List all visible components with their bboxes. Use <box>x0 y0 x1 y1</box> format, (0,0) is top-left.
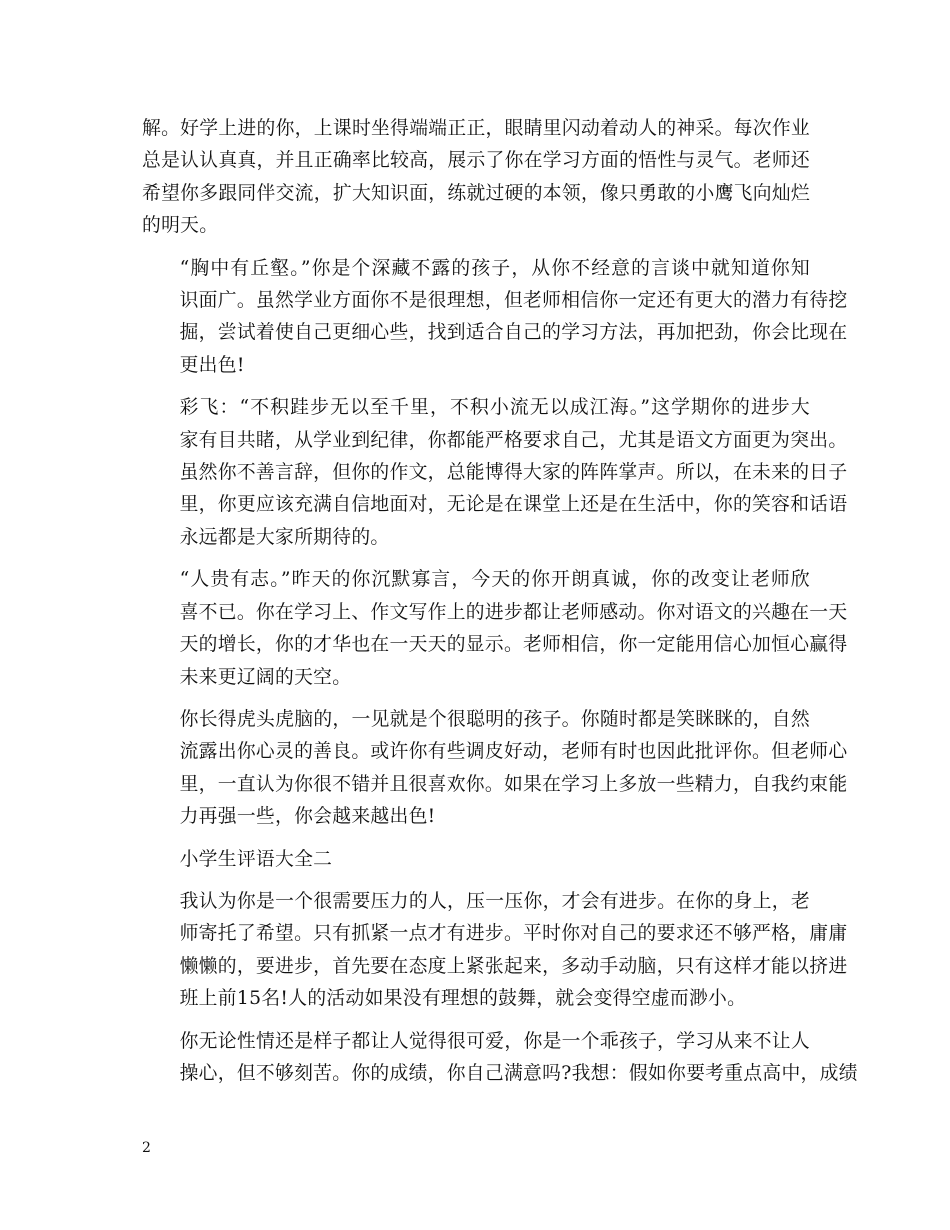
text-line: “胸中有丘壑。”你是个深藏不露的孩子，从你不经意的言谈中就知道你知 <box>179 257 810 279</box>
text-line: 我认为你是一个很需要压力的人，压一压你，才会有进步。在你的身上，老 <box>179 890 810 912</box>
paragraph <box>142 253 848 383</box>
text-line: 天的增长，你的才华也在一天天的显示。老师相信，你一定能用信心加恒心赢得 <box>179 634 848 656</box>
text-line: 未来更辽阔的天空。 <box>179 666 352 688</box>
text-line: 总是认认真真，并且正确率比较高，展示了你在学习方面的悟性与灵气。老师还 <box>142 150 810 172</box>
text-line: 师寄托了希望。只有抓紧一点才有进步。平时你对自己的要求还不够严格，庸庸 <box>179 923 848 945</box>
paragraph <box>142 704 848 834</box>
text-line: 的明天。 <box>142 215 219 237</box>
text-line: 解。好学上进的你，上课时坐得端端正正，眼睛里闪动着动人的神采。每次作业 <box>142 118 810 139</box>
text-line: 掘，尝试着使自己更细心些，找到适合自己的学习方法，再加把劲，你会比现在 <box>179 322 848 344</box>
text-line: 懒懒的，要进步，首先要在态度上紧张起来，多动手动脑，只有这样才能以挤进 <box>179 955 848 977</box>
text-line: 操心，但不够刻苦。你的成绩，你自己满意吗?我想：假如你要考重点高中，成绩 <box>179 1062 858 1084</box>
paragraph <box>142 886 848 1016</box>
paragraph <box>142 113 810 243</box>
text-line: 永远都是大家所期待的。 <box>179 526 390 548</box>
text-line: 更出色! <box>179 354 245 376</box>
text-line: 流露出你心灵的善良。或许你有些调皮好动，老师有时也因此批评你。但老师心 <box>179 741 848 763</box>
text-line: 识面广。虽然学业方面你不是很理想，但老师相信你一定还有更大的潜力有待挖 <box>179 290 848 312</box>
text-line: 希望你多跟同伴交流，扩大知识面，练就过硬的本领，像只勇敢的小鹰飞向灿烂 <box>142 182 810 204</box>
paragraph <box>142 1026 858 1091</box>
text-line: “人贵有志。”昨天的你沉默寡言，今天的你开朗真诚，你的改变让老师欣 <box>179 569 810 591</box>
text-line: 虽然你不善言辞，但你的作文，总能博得大家的阵阵掌声。所以，在未来的日子 <box>179 462 848 484</box>
text-line: 班上前15名!人的活动如果没有理想的鼓舞，就会变得空虚而渺小。 <box>179 988 747 1010</box>
body-text <box>142 113 858 1100</box>
text-line: 彩飞：“不积跬步无以至千里，不积小流无以成江海。”这学期你的进步大 <box>179 397 810 419</box>
text-line: 里，一直认为你很不错并且很喜欢你。如果在学习上多放一些精力，自我约束能 <box>179 773 848 795</box>
text-line: 喜不已。你在学习上、作文写作上的进步都让老师感动。你对语文的兴趣在一天 <box>179 601 848 623</box>
text-line: 小学生评语大全二 <box>179 848 333 870</box>
text-line: 力再强一些，你会越来越出色! <box>179 806 436 828</box>
text-line: 你无论性情还是样子都让人觉得很可爱，你是一个乖孩子，学习从来不让人 <box>179 1030 810 1052</box>
page-number: 2 <box>142 1140 151 1156</box>
paragraph <box>142 564 848 694</box>
text-line: 家有目共睹，从学业到纪律，你都能严格要求自己，尤其是语文方面更为突出。 <box>179 429 848 451</box>
paragraph <box>142 844 810 876</box>
text-line: 你长得虎头虎脑的，一见就是个很聪明的孩子。你随时都是笑眯眯的，自然 <box>179 708 810 730</box>
text-line: 里，你更应该充满自信地面对，无论是在课堂上还是在生活中，你的笑容和话语 <box>179 494 848 516</box>
paragraph <box>142 392 848 554</box>
